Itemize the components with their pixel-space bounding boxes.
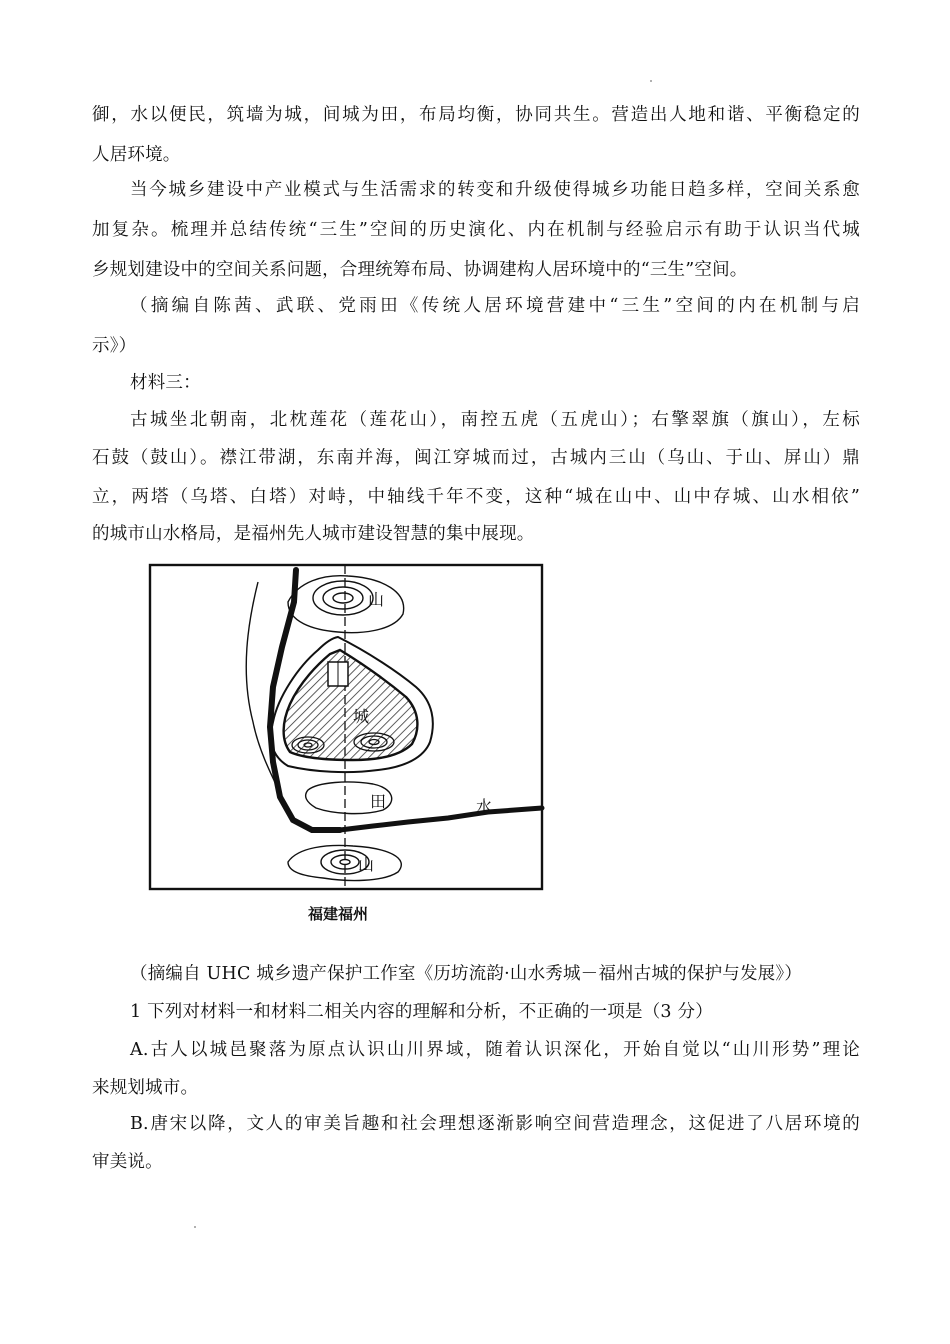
- paragraph-line: 人居环境。: [92, 145, 181, 165]
- label-mountain-north: 山: [368, 590, 385, 609]
- source-citation: （摘编自 UHC 城乡遗产保护工作室《历坊流韵·山水秀城－福州古城的保护与发展》）: [130, 964, 803, 984]
- paragraph-line: 加复杂。梳理并总结传统“三生”空间的历史演化、内在机制与经验启示有助于认识当代城: [92, 220, 860, 240]
- label-water: 水: [476, 797, 493, 816]
- source-citation: 示》）: [92, 336, 137, 356]
- city-area: [284, 650, 418, 760]
- mountain-north: [288, 576, 404, 633]
- label-field: 田: [370, 792, 387, 811]
- paragraph-line: 的城市山水格局，是福州先人城市建设智慧的集中展现。: [92, 524, 535, 544]
- paragraph-line: 乡规划建设中的空间关系问题，合理统筹布局、协调建构人居环境中的“三生”空间。: [92, 260, 748, 280]
- river-south: [340, 808, 542, 830]
- option-a: A.古人以城邑聚落为原点认识山川界域，随着认识深化，开始自觉以“山川形势”理论: [130, 1040, 860, 1060]
- scan-speck: [650, 80, 652, 82]
- source-citation: （摘编自陈茜、武联、党雨田《传统人居环境营建中“三生”空间的内在机制与启: [130, 296, 860, 316]
- paragraph-line: 立，两塔（乌塔、白塔）对峙，中轴线千年不变，这种“城在山中、山中存城、山水相依”: [92, 487, 860, 507]
- paragraph-line: 石鼓（鼓山）。襟江带湖，东南并海，闽江穿城而过，古城内三山（乌山、于山、屏山）鼎: [92, 448, 860, 468]
- scan-speck: [194, 1226, 196, 1228]
- mountain-south: [288, 845, 401, 880]
- option-a: 来规划城市。: [92, 1078, 199, 1098]
- fuzhou-landscape-map: [148, 562, 548, 934]
- section-heading: 材料三：: [130, 373, 201, 393]
- paragraph-line: 当今城乡建设中产业模式与生活需求的转变和升级使得城乡功能日趋多样，空间关系愈: [130, 180, 860, 200]
- paragraph-line: 御，水以便民，筑墙为城，间城为田，布局均衡，协同共生。营造出人地和谐、平衡稳定的: [92, 105, 860, 125]
- label-mountain-south: 山: [358, 855, 375, 874]
- question-stem: 1 下列对材料一和材料二相关内容的理解和分析，不正确的一项是（3 分）: [130, 1002, 713, 1022]
- label-city: 城: [353, 707, 370, 726]
- option-b: 审美说。: [92, 1152, 163, 1172]
- option-b: B.唐宋以降，文人的审美旨趣和社会理想逐渐影响空间营造理念，这促进了八居环境的: [130, 1114, 860, 1134]
- paragraph-line: 古城坐北朝南，北枕莲花（莲花山），南控五虎（五虎山）；右擎翠旗（旗山），左标: [130, 410, 860, 430]
- figure-caption: 福建福州: [308, 905, 369, 923]
